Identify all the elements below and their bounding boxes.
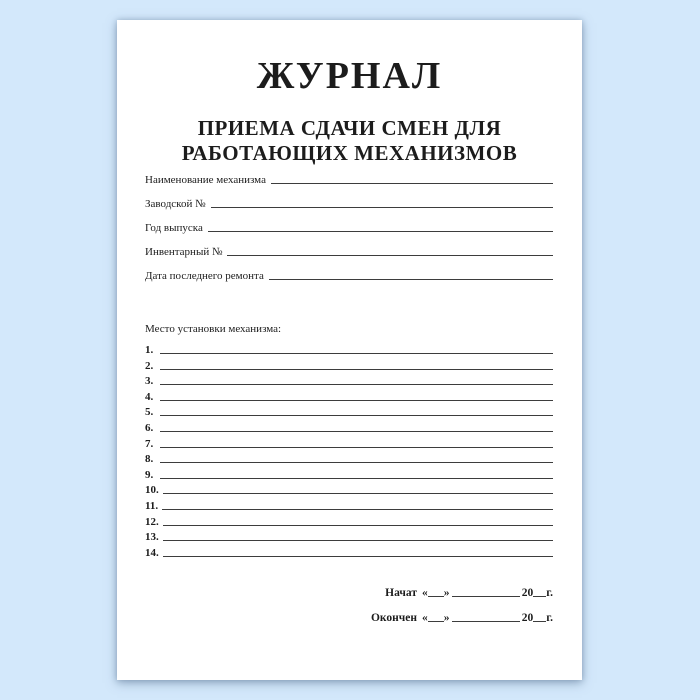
location-row [145,435,553,451]
location-row [145,513,553,529]
field-blank-line [227,255,553,256]
journal-subtitle-line-2: РАБОТАЮЩИХ МЕХАНИЗМОВ [181,141,518,165]
location-row [145,342,553,358]
field-blank-line [211,207,553,208]
location-row-line [162,509,553,510]
day-blank-line [428,621,444,622]
day-blank-line [428,596,444,597]
location-row [145,373,553,389]
date-row-label: Окончен [370,612,417,624]
location-row-line [160,462,553,463]
month-blank-line [452,621,520,622]
form-field-row [145,163,553,187]
location-section-label: Место установки механизма: [145,323,282,335]
location-row-number: 6. [145,422,154,435]
month-blank-line [452,596,520,597]
journal-subtitle-line-1: ПРИЕМА СДАЧИ СМЕН ДЛЯ [197,116,502,140]
location-section [145,322,553,560]
location-row-line [163,540,553,541]
date-row [367,600,553,625]
field-label: Инвентарный № [145,246,223,258]
location-row-number: 7. [145,437,154,450]
location-row-line [160,478,553,479]
year-prefix: 20 [521,587,534,599]
year-blank-line [533,596,546,597]
location-row [145,544,553,560]
field-blank-line [271,183,553,184]
header-fields [145,163,553,283]
location-row-number: 5. [145,406,154,419]
year-blank-line [533,621,546,622]
journal-subtitle [117,116,582,166]
close-quote: » [443,587,450,599]
location-row-line [163,556,553,557]
location-row [145,419,553,435]
field-blank-line [208,231,553,232]
year-suffix: г. [546,587,553,599]
location-row-number: 12. [145,515,159,528]
location-row-number: 4. [145,390,154,403]
location-row-line [160,369,553,370]
location-row-line [160,431,553,432]
location-row [145,529,553,545]
location-row-line [163,493,553,494]
location-row-line [160,353,553,354]
location-row-number: 10. [145,484,159,497]
location-row-line [160,384,553,385]
location-row [145,357,553,373]
field-blank-line [269,279,553,280]
location-row-line [160,400,553,401]
location-row-number: 9. [145,468,154,481]
location-row-line [163,525,553,526]
location-row [145,497,553,513]
field-label: Заводской № [145,198,206,210]
open-quote: « [422,612,428,624]
dates-footer [367,575,553,625]
location-row-number: 2. [145,359,154,372]
date-row [367,575,553,600]
form-field-row [145,211,553,235]
location-row-line [160,447,553,448]
location-row [145,404,553,420]
location-row-number: 1. [145,344,154,357]
location-rows [145,342,553,560]
date-row-label: Начат [385,587,417,599]
close-quote: » [443,612,450,624]
location-row-number: 11. [145,500,159,513]
open-quote: « [422,587,428,599]
form-field-row [145,187,553,211]
location-row [145,451,553,467]
year-suffix: г. [546,612,553,624]
field-label: Год выпуска [145,222,203,234]
location-row [145,482,553,498]
location-row-line [160,415,553,416]
location-row [145,466,553,482]
field-label: Наименование механизма [145,174,266,186]
location-row-number: 8. [145,453,154,466]
form-field-row [145,259,553,283]
form-field-row [145,235,553,259]
journal-cover-page [117,20,582,680]
location-row-number: 13. [145,531,159,544]
location-row-number: 3. [145,375,154,388]
year-prefix: 20 [521,612,534,624]
location-row-number: 14. [145,546,159,559]
location-row [145,388,553,404]
journal-title: ЖУРНАЛ [256,55,443,97]
field-label: Дата последнего ремонта [145,270,264,282]
